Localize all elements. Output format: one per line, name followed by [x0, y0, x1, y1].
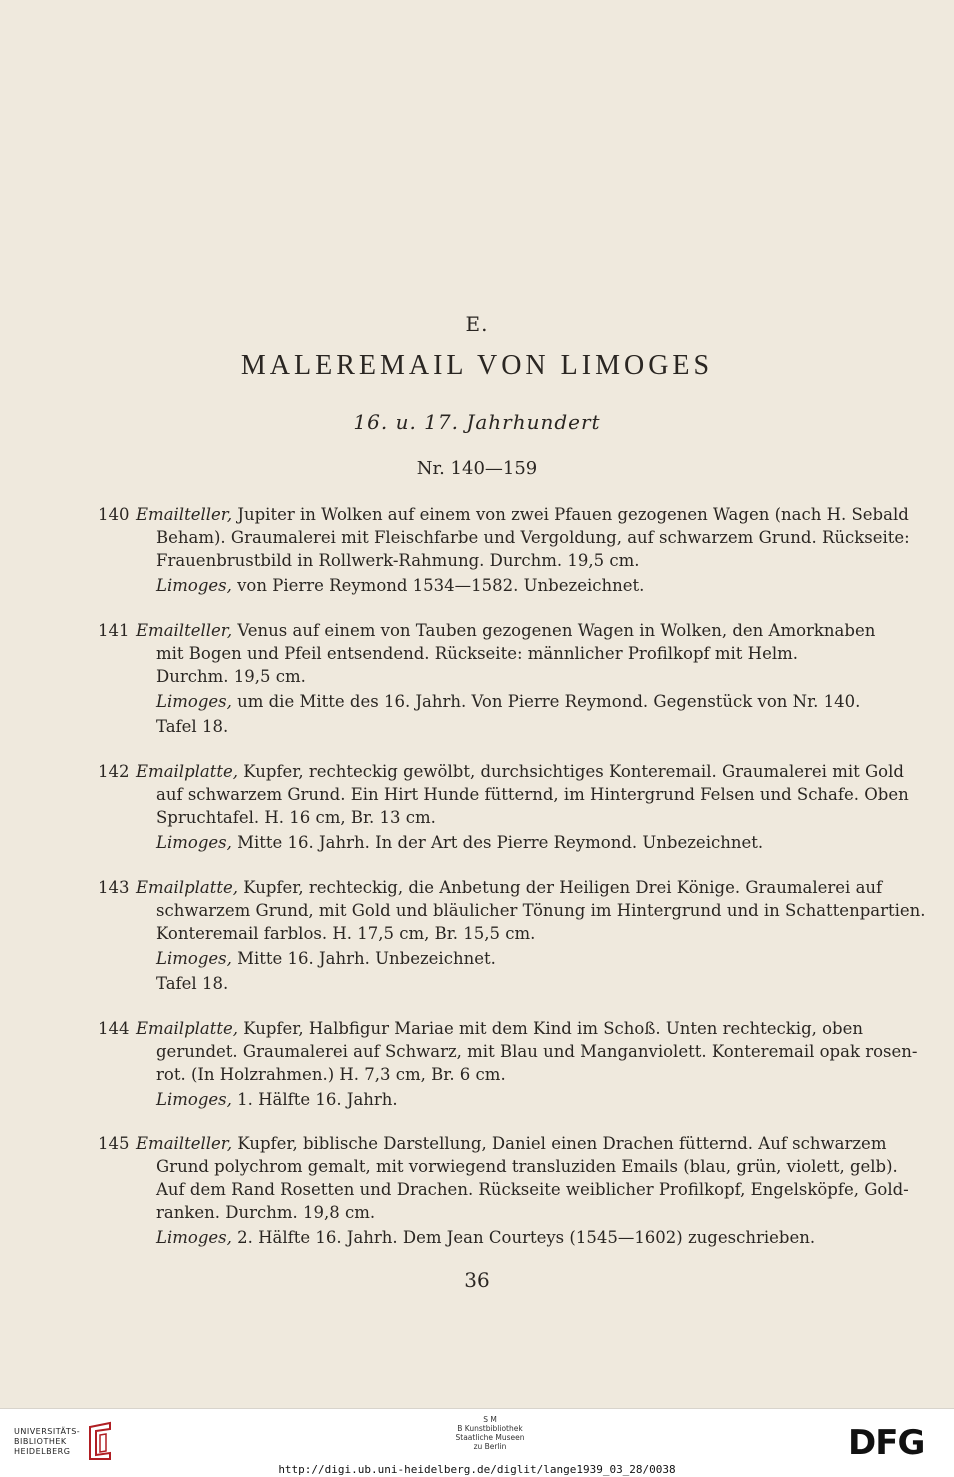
kunstbibliothek-logo-text — [440, 1415, 540, 1451]
entry-text: Venus auf einem von Tauben gezogenen Wagen in Wolken, den Amorknaben — [232, 621, 876, 640]
entry-origin-line — [156, 574, 644, 597]
origin-place: Limoges, — [156, 692, 232, 711]
entry-line: Durchm. 19,5 cm. — [156, 667, 306, 686]
section-letter: E. — [465, 312, 489, 336]
origin-place: Limoges, — [156, 576, 232, 595]
page-number: 36 — [464, 1268, 490, 1292]
entry-line: schwarzem Grund, mit Gold und bläulicher Tönung im Hintergrund und in Schattenpartien. — [156, 901, 926, 920]
entry-line: auf schwarzem Grund. Ein Hirt Hunde fütternd, im Hintergrund Felsen und Schafe. Oben — [156, 785, 909, 804]
entry-term: Emailplatte, — [136, 878, 239, 897]
entry-text: Mitte 16. Jahrh. Unbezeichnet. — [231, 949, 496, 968]
entry-line: Grund polychrom gemalt, mit vorwiegend transluziden Emails (blau, grün, violett, gelb). — [156, 1157, 898, 1176]
entry-line: mit Bogen und Pfeil entsendend. Rückseite: männlicher Profilkopf mit Helm. — [156, 644, 799, 663]
origin-place: Limoges, — [156, 1228, 232, 1247]
entry-text: Jupiter in Wolken auf einem von zwei Pfauen gezogenen Wagen (nach H. Sebald — [232, 505, 909, 524]
entry-first-line — [136, 876, 882, 899]
entry-text: Kupfer, biblische Darstellung, Daniel einen Drachen fütternd. Auf schwarzem — [232, 1134, 887, 1153]
entry-text: Kupfer, rechteckig, die Anbetung der Heiligen Drei Könige. Graumalerei auf — [238, 878, 883, 897]
entry-first-line — [136, 619, 875, 642]
entry-line: Auf dem Rand Rosetten und Drachen. Rückseite weiblicher Profilkopf, Engelsköpfe, Gold- — [156, 1180, 909, 1199]
library-line: Staatliche Museen — [455, 1433, 525, 1442]
entry-plate-ref: Tafel 18. — [156, 974, 229, 993]
university-line: BIBLIOTHEK — [14, 1437, 67, 1446]
origin-place: Limoges, — [156, 949, 232, 968]
entry-text: von Pierre Reymond 1534—1582. Unbezeichnet. — [231, 576, 645, 595]
dfg-logo: DFG — [848, 1423, 925, 1463]
university-library-text — [14, 1427, 80, 1457]
entry-origin-line — [156, 831, 763, 854]
entry-number: 144 — [98, 1019, 130, 1038]
entry-origin-line — [156, 690, 860, 713]
university-line: UNIVERSITÄTS- — [14, 1427, 81, 1436]
entry-term: Emailteller, — [136, 505, 233, 524]
section-subtitle: 16. u. 17. Jahrhundert — [353, 410, 601, 434]
entry-first-line — [136, 503, 909, 526]
university-logo-icon — [86, 1421, 114, 1465]
entry-number: 142 — [98, 762, 130, 781]
entry-first-line — [136, 1017, 863, 1040]
library-line: zu Berlin — [473, 1442, 507, 1451]
entry-text: Kupfer, Halbfigur Mariae mit dem Kind im Schoß. Unten rechteckig, oben — [238, 1019, 864, 1038]
entry-text: 1. Hälfte 16. Jahrh. — [231, 1090, 398, 1109]
entry-term: Emailplatte, — [136, 762, 239, 781]
origin-place: Limoges, — [156, 1090, 232, 1109]
entry-line: gerundet. Graumalerei auf Schwarz, mit Blau und Manganviolett. Konteremail opak rosen- — [156, 1042, 918, 1061]
entry-line: rot. (In Holzrahmen.) H. 7,3 cm, Br. 6 cm. — [156, 1065, 506, 1084]
entry-line: ranken. Durchm. 19,8 cm. — [156, 1203, 376, 1222]
entry-text: Mitte 16. Jahrh. In der Art des Pierre Reymond. Unbezeichnet. — [231, 833, 764, 852]
university-line: HEIDELBERG — [14, 1447, 71, 1456]
entry-first-line — [136, 760, 904, 783]
entry-line: Konteremail farblos. H. 17,5 cm, Br. 15,5 cm. — [156, 924, 536, 943]
entry-number: 141 — [98, 621, 130, 640]
entry-text: Kupfer, rechteckig gewölbt, durchsichtiges Konteremail. Graumalerei mit Gold — [238, 762, 904, 781]
origin-place: Limoges, — [156, 833, 232, 852]
entry-line: Spruchtafel. H. 16 cm, Br. 13 cm. — [156, 808, 436, 827]
entry-term: Emailteller, — [136, 1134, 233, 1153]
viewer-footer — [0, 1408, 954, 1477]
number-range: Nr. 140—159 — [416, 458, 538, 479]
entry-plate-ref: Tafel 18. — [156, 717, 229, 736]
entry-number: 140 — [98, 505, 130, 524]
entry-term: Emailteller, — [136, 621, 233, 640]
section-title: MALEREMAIL VON LIMOGES — [240, 350, 714, 381]
library-line: S M — [483, 1415, 497, 1424]
entry-origin-line — [156, 1226, 815, 1249]
library-line: B Kunstbibliothek — [457, 1424, 523, 1433]
entry-number: 143 — [98, 878, 130, 897]
entry-first-line — [136, 1132, 886, 1155]
entry-origin-line — [156, 1088, 398, 1111]
entry-origin-line — [156, 947, 496, 970]
entry-term: Emailplatte, — [136, 1019, 239, 1038]
entry-number: 145 — [98, 1134, 130, 1153]
entry-line: Frauenbrustbild in Rollwerk-Rahmung. Durchm. 19,5 cm. — [156, 551, 640, 570]
entry-text: 2. Hälfte 16. Jahrh. Dem Jean Courteys (1545—1602) zugeschrieben. — [231, 1228, 816, 1247]
source-url-link[interactable]: http://digi.ub.uni-heidelberg.de/diglit/lange1939_03_28/0038 — [278, 1463, 676, 1476]
entry-line: Beham). Graumalerei mit Fleischfarbe und Vergoldung, auf schwarzem Grund. Rückseite: — [156, 528, 910, 547]
entry-text: um die Mitte des 16. Jahrh. Von Pierre Reymond. Gegenstück von Nr. 140. — [231, 692, 861, 711]
